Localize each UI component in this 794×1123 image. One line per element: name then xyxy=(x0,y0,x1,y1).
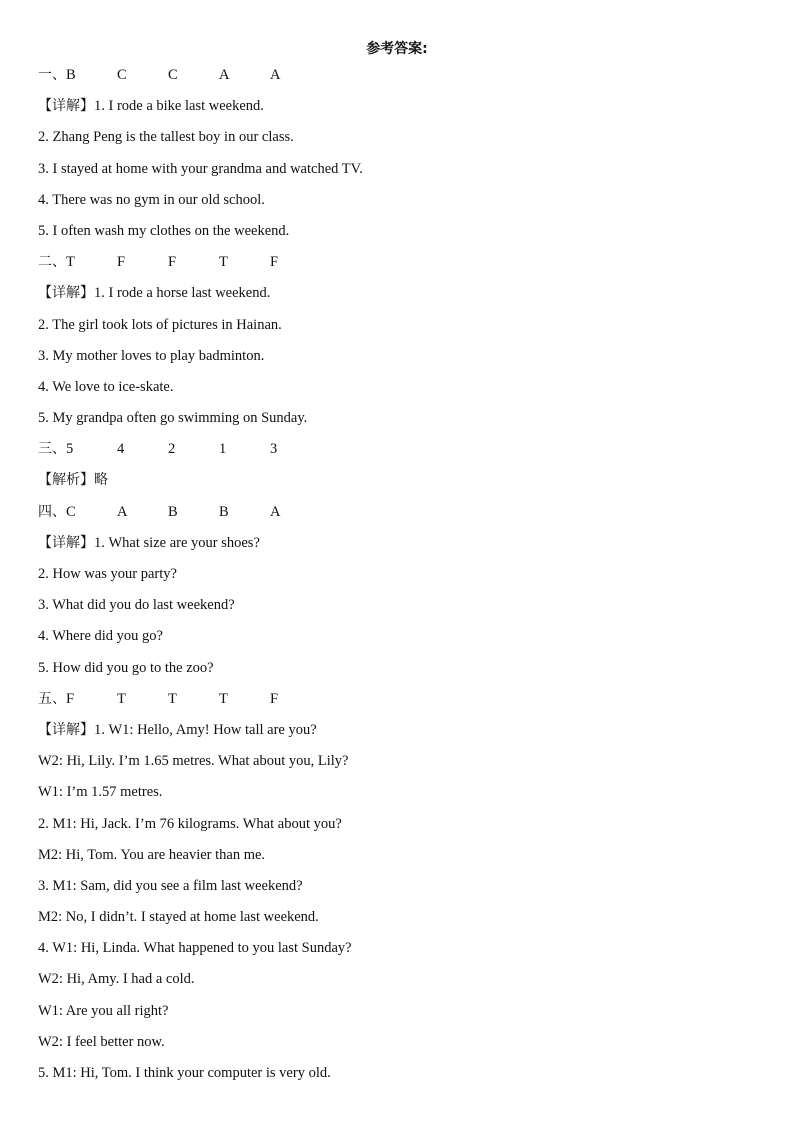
answer: C xyxy=(168,67,178,83)
explanation-line: 2. The girl took lots of pictures in Hainan. xyxy=(38,316,282,333)
page-title: 参考答案: xyxy=(366,41,428,57)
section-3-answers xyxy=(38,437,758,468)
explanation-line: 5. My grandpa often go swimming on Sunday. xyxy=(38,410,308,427)
answer-key-body xyxy=(38,63,758,1092)
explanation-line: 5. I often wash my clothes on the weekend. xyxy=(38,222,290,239)
note-label: 【解析】 xyxy=(38,472,94,489)
explanation-line: 3. I stayed at home with your grandma and watched TV. xyxy=(38,160,363,177)
explanation-line xyxy=(38,468,758,499)
answer: C xyxy=(66,503,76,520)
answer: 1 xyxy=(219,441,227,458)
explanation-text: 1. W1: Hello, Amy! How tall are you? xyxy=(94,721,317,738)
explanation-line: 4. W1: Hi, Linda. What happened to you last Sunday? xyxy=(38,940,352,957)
section-label: 四、 xyxy=(38,503,66,520)
explanation-line xyxy=(38,94,758,125)
explanation-text: 1. I rode a horse last weekend. xyxy=(94,285,271,302)
explanation-line: W1: Are you all right? xyxy=(38,1002,169,1019)
explanation-line: 3. My mother loves to play badminton. xyxy=(38,347,265,364)
answer: A xyxy=(270,67,281,83)
explanation-line: M2: No, I didn’t. I stayed at home last weekend. xyxy=(38,909,319,926)
answer: F xyxy=(270,690,279,707)
note-label: 【详解】 xyxy=(38,285,94,302)
section-label: 三、 xyxy=(38,441,66,458)
explanation-line: 2. M1: Hi, Jack. I’m 76 kilograms. What about you? xyxy=(38,815,342,832)
section-label: 二、 xyxy=(38,254,66,271)
answer: F xyxy=(117,254,126,271)
explanation-line xyxy=(38,718,758,749)
explanation-text: 1. What size are your shoes? xyxy=(94,534,260,551)
section-5-answers xyxy=(38,687,758,718)
explanation-line: 5. M1: Hi, Tom. I think your computer is very old. xyxy=(38,1065,331,1081)
section-1-answers xyxy=(38,63,758,94)
answer: 2 xyxy=(168,441,176,458)
answer: F xyxy=(66,690,75,707)
answer: B xyxy=(66,67,76,83)
answer: T xyxy=(168,690,177,707)
answer: 4 xyxy=(117,441,125,458)
answer: C xyxy=(117,67,127,83)
explanation-text: 1. I rode a bike last weekend. xyxy=(94,98,264,115)
explanation-line: 3. What did you do last weekend? xyxy=(38,597,235,614)
explanation-line: 3. M1: Sam, did you see a film last weekend? xyxy=(38,877,303,894)
explanation-line: 5. How did you go to the zoo? xyxy=(38,659,214,676)
section-label: 一、 xyxy=(38,67,66,83)
answer: T xyxy=(66,254,75,271)
section-label: 五、 xyxy=(38,690,66,707)
answer: B xyxy=(219,503,229,520)
explanation-text: 略 xyxy=(94,472,108,489)
note-label: 【详解】 xyxy=(38,721,94,738)
explanation-line: W2: Hi, Amy. I had a cold. xyxy=(38,971,195,988)
explanation-line: W2: I feel better now. xyxy=(38,1033,165,1050)
explanation-line xyxy=(38,531,758,562)
section-4-answers xyxy=(38,500,758,531)
explanation-line: 2. Zhang Peng is the tallest boy in our class. xyxy=(38,129,294,146)
explanation-line: M2: Hi, Tom. You are heavier than me. xyxy=(38,846,266,863)
section-2-answers xyxy=(38,250,758,281)
answer: F xyxy=(168,254,177,271)
explanation-line: 4. There was no gym in our old school. xyxy=(38,191,265,208)
answer: F xyxy=(270,254,279,271)
explanation-line: 4. We love to ice-skate. xyxy=(38,378,174,395)
answer: A xyxy=(219,67,230,83)
answer: A xyxy=(270,503,281,520)
note-label: 【详解】 xyxy=(38,98,94,115)
answer: T xyxy=(219,690,228,707)
answer: T xyxy=(219,254,228,271)
explanation-line: W2: Hi, Lily. I’m 1.65 metres. What about you, Lily? xyxy=(38,753,349,770)
answer: 5 xyxy=(66,441,74,458)
explanation-line xyxy=(38,281,758,312)
answer: A xyxy=(117,503,128,520)
answer: 3 xyxy=(270,441,278,458)
answer: B xyxy=(168,503,178,520)
note-label: 【详解】 xyxy=(38,534,94,551)
explanation-line: 4. Where did you go? xyxy=(38,628,163,645)
explanation-line: 2. How was your party? xyxy=(38,566,177,582)
answer: T xyxy=(117,690,126,707)
explanation-line: W1: I’m 1.57 metres. xyxy=(38,784,163,801)
